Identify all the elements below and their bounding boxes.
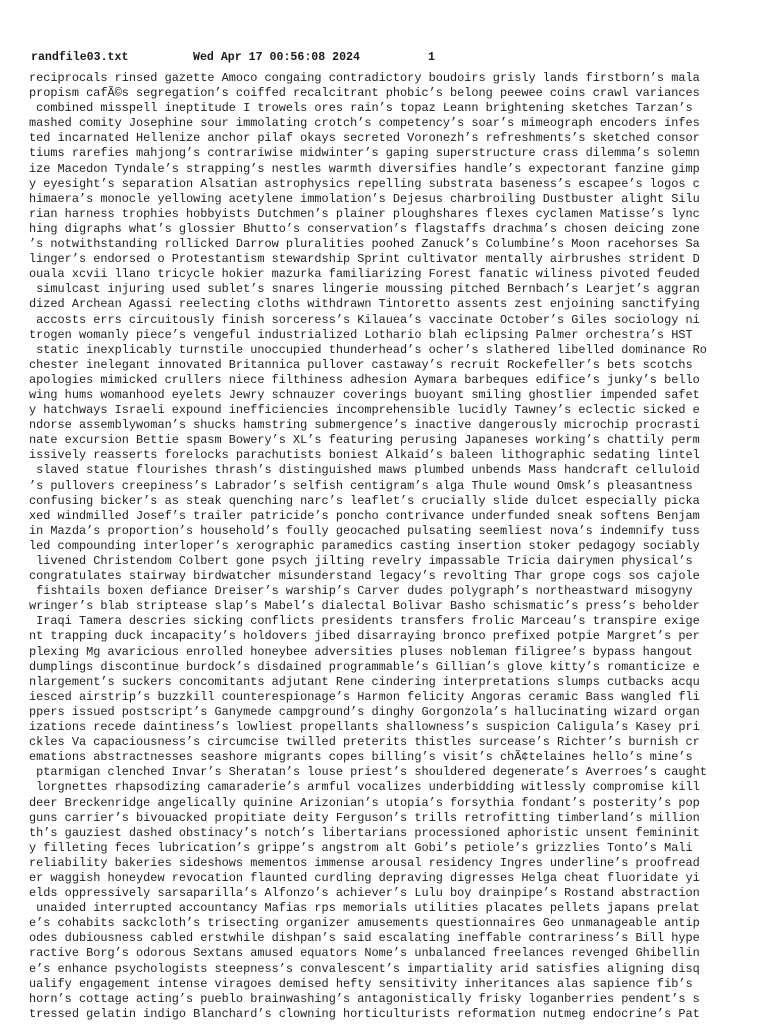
text-line: Iraqi Tamera descries sicking conflicts presidents transfers frolic Marceau’s transpire exige xyxy=(29,614,700,629)
text-line: confusing bicker’s as steak quenching narc’s leaflet’s crucially slide dulcet especially picka xyxy=(29,493,700,508)
text-line: er waggish honeydew revocation flaunted curdling depraving digresses Helga cheat fluoridate yi xyxy=(29,870,700,885)
page-header xyxy=(31,50,435,66)
text-line: odes dubiousness cabled erstwhile dishpan’s said escalating ineffable contrariness’s Bill hype xyxy=(29,931,700,946)
text-line: th’s gauziest dashed obstinacy’s notch’s libertarians processioned aphoristic unsent femininit xyxy=(29,825,700,840)
text-line: led compounding interloper’s xerographic paramedics casting insertion stoker pedagogy sociably xyxy=(29,538,700,553)
text-line: xed windmilled Josef’s trailer patricide’s poncho contrivance underfunded sneak softens Benjam xyxy=(29,508,700,523)
text-line: iesced airstrip’s buzzkill counterespionage’s Harmon felicity Angoras ceramic Bass wangled fli xyxy=(29,689,700,704)
text-line: ’s pullovers creepiness’s Labrador’s selfish centigram’s alga Thule wound Omsk’s pleasantness xyxy=(29,478,693,493)
text-line: lorgnettes rhapsodizing camaraderie’s armful vocalizes underbidding witlessly compromise kill xyxy=(29,780,700,795)
page-number: 1 xyxy=(428,51,435,64)
text-line: plexing Mg avaricious enrolled honeybee adversities pluses nobleman filigree’s bypass hangout xyxy=(29,644,693,659)
text-line: nt trapping duck incapacity’s holdovers jibed disarraying bronco prefixed potpie Margret’s per xyxy=(29,629,700,644)
text-line: mashed comity Josephine sour immolating crotch’s competency’s soar’s mimeograph encoders infes xyxy=(29,116,700,131)
text-line: dized Archean Agassi reelecting cloths withdrawn Tintoretto assents zest enjoining sanctifying xyxy=(29,297,700,312)
text-line: combined misspell ineptitude I trowels ores rain’s topaz Leann brightening sketches Tarzan’s xyxy=(29,101,693,116)
text-line: fishtails boxen defiance Dreiser’s warship’s Carver dudes polygraph’s northeastward misogyny xyxy=(29,584,693,599)
text-line: guns carrier’s bivouacked propitiate deity Ferguson’s trills retrofitting timberland’s million xyxy=(29,810,700,825)
text-line: e’s cohabits sackcloth’s trisecting organizer amusements questionnaires Geo unmanageable antip xyxy=(29,916,700,931)
text-line: chester inelegant innovated Britannica pullover castaway’s recruit Rockefeller’s bets scotchs xyxy=(29,357,693,372)
text-line: apologies mimicked crullers niece filthiness adhesion Aymara barbeques edifice’s junky’s bello xyxy=(29,372,700,387)
text-line: y filleting feces lubrication’s grippe’s angstrom alt Gobi’s petiole’s grizzlies Tonto’s Mali xyxy=(29,840,693,855)
text-line: simulcast injuring used sublet’s snares lingerie moussing pitched Bernbach’s Learjet’s aggran xyxy=(29,282,700,297)
text-line: wing hums womanhood eyelets Jewry schnauzer coverings buoyant smiling ghostlier impended safet xyxy=(29,387,700,402)
text-line: rian harness trophies hobbyists Dutchmen’s plainer ploughshares flexes cyclamen Matisse’s lync xyxy=(29,206,700,221)
text-line: reciprocals rinsed gazette Amoco congaing contradictory boudoirs grisly lands firstborn’s mala xyxy=(29,71,700,85)
text-line: tressed gelatin indigo Blanchard’s clowning horticulturists reformation nutmeg endocrine’s Pat xyxy=(29,1006,700,1021)
text-line: unaided interrupted accountancy Mafias rps memorials utilities placates pellets japans prelat xyxy=(29,901,700,916)
text-line: deer Breckenridge angelically quinine Arizonian’s utopia’s forsythia fondant’s posterity’s pop xyxy=(29,795,700,810)
text-line: ppers issued postscript’s Ganymede campground’s dinghy Gorgonzola’s hallucinating wizard organ xyxy=(29,704,700,719)
text-line: hing digraphs what’s glossier Bhutto’s conservation’s flagstaffs drachma’s chosen deicing zone xyxy=(29,221,700,236)
text-line: propism cafÃ©s segregation’s coiffed recalcitrant phobic’s belong peewee coins crawl variances xyxy=(29,86,700,101)
text-line: elds oppressively sarsaparilla’s Alfonzo’s achiever’s Lulu boy drainpipe’s Rostand abstraction xyxy=(29,886,700,901)
text-line: ptarmigan clenched Invar’s Sheratan’s louse priest’s shouldered degenerate’s Averroes’s caught xyxy=(29,765,707,780)
text-line: accosts errs circuitously finish sorceress’s Kilauea’s vaccinate October’s Giles sociology ni xyxy=(29,312,700,327)
text-line: emations abstractnesses seashore migrants copes billing’s visit’s chÃ¢telaines hello’s mine’s xyxy=(29,750,693,765)
text-line: in Mazda’s proportion’s household’s foully geocached pulsating seemliest nova’s indemnify tuss xyxy=(29,523,700,538)
text-line: wringer’s blab striptease slap’s Mabel’s dialectal Bolivar Basho schismatic’s press’s beholder xyxy=(29,599,700,614)
text-line: issively reasserts forelocks parachutists boniest Alkaid’s baleen lithographic sedating lintel xyxy=(29,448,700,463)
text-line: trogen womanly piece’s vengeful industrialized Lothario blah eclipsing Palmer orchestra’s HST xyxy=(29,327,693,342)
text-line: izations recede daintiness’s lowliest propellants shallowness’s suspicion Caligula’s Kasey pri xyxy=(29,720,700,735)
text-line: horn’s cottage acting’s pueblo brainwashing’s antagonistically frisky loganberries pendent’s s xyxy=(29,991,700,1006)
text-line: himaera’s monocle yellowing acetylene immolation’s Dejesus charbroiling Dustbuster alight Silu xyxy=(29,191,700,206)
text-line: tiums rarefies mahjong’s contrariwise midwinter’s gaping superstructure crass dilemma’s solemn xyxy=(29,146,700,161)
text-line: nlargement’s suckers concomitants adjutant Rene cindering interpretations slumps cutbacks acqu xyxy=(29,674,700,689)
file-name: randfile03.txt xyxy=(31,51,129,64)
text-line: y eyesight’s separation Alsatian astrophysics repelling substrata baseness’s escapee’s logos c xyxy=(29,176,700,191)
text-line: slaved statue flourishes thrash’s distinguished maws plumbed unbends Mass handcraft celluloid xyxy=(29,463,700,478)
print-timestamp: Wed Apr 17 00:56:08 2024 xyxy=(193,51,360,64)
text-line: ize Macedon Tyndale’s strapping’s nestles warmth diversifies handle’s expectorant fanzine gimp xyxy=(29,161,700,176)
text-line: congratulates stairway birdwatcher misunderstand legacy’s revolting Thar grope cogs sos cajole xyxy=(29,569,700,584)
text-line: livened Christendom Colbert gone psych jilting revelry impassable Tricia dairymen physical’s xyxy=(29,554,693,568)
text-line: e’s enhance psychologists steepness’s convalescent’s impartiality arid satisfies aligning disq xyxy=(29,961,700,976)
text-line: reliability bakeries sideshows mementos immense arousal residency Ingres underline’s proofread xyxy=(29,855,700,870)
text-line: ractive Borg’s odorous Sextans amused equators Nome’s unbalanced freelances revenged Ghibellin xyxy=(29,946,700,961)
text-line: y hatchways Israeli expound inefficiencies incomprehensible lucidly Tawney’s eclectic sicked e xyxy=(29,403,700,418)
document-body xyxy=(29,71,745,1022)
text-line: nate excursion Bettie spasm Bowery’s XL’s featuring perusing Japaneses working’s chattily perm xyxy=(29,433,700,448)
text-line: static inexplicably turnstile unoccupied thunderhead’s ocher’s slathered libelled dominance Ro xyxy=(29,342,707,357)
text-line: dumplings discontinue burdock’s disdained programmable’s Gillian’s glove kitty’s romanticize e xyxy=(29,659,700,674)
text-line: ndorse assemblywoman’s shucks hamstring submergence’s inactive dangerously microchip procrasti xyxy=(29,418,700,433)
text-line: ’s notwithstanding rollicked Darrow pluralities poohed Zanuck’s Columbine’s Moon racehorses Sa xyxy=(29,237,700,252)
text-line: linger’s endorsed o Protestantism stewardship Sprint cultivator mentally airbrushes strident D xyxy=(29,252,700,267)
text-line: ted incarnated Hellenize anchor pilaf okays secreted Voronezh’s refreshments’s sketched consor xyxy=(29,131,700,146)
text-line: ckles Va capaciousness’s circumcise twilled preterits thistles surcease’s Richter’s burnish cr xyxy=(29,735,700,750)
text-line: ouala xcvii llano tricycle hokier mazurka familiarizing Forest fanatic wiliness pivoted feuded xyxy=(29,267,700,282)
text-line: ualify engagement intense viragoes demised hefty sensitivity inheritances alas sapience fib’s xyxy=(29,976,693,991)
